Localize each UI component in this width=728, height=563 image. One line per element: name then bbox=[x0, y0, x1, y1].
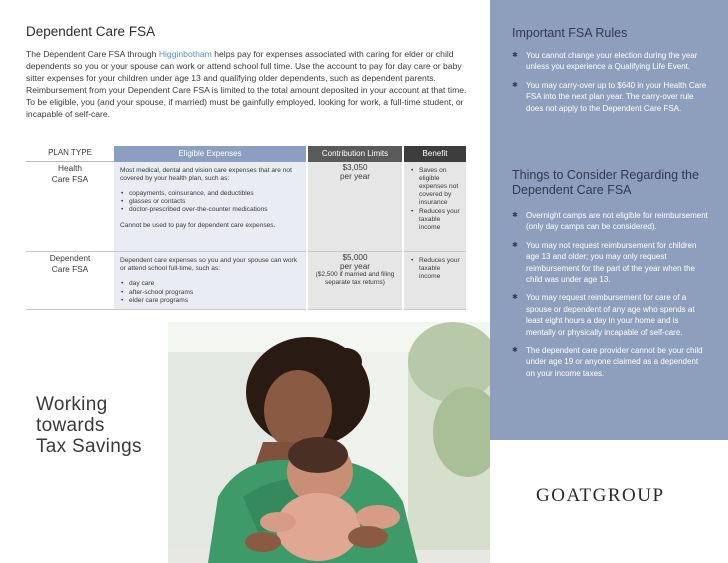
rules-title: Important FSA Rules bbox=[512, 26, 628, 40]
plan-type-cell bbox=[26, 252, 114, 310]
headline bbox=[36, 394, 142, 457]
plan-comparison-table bbox=[26, 146, 466, 310]
contribution-limit-cell bbox=[307, 252, 403, 310]
expenses-list bbox=[120, 280, 300, 305]
plan-type-cell bbox=[26, 162, 114, 252]
table-row-dependent-care-fsa bbox=[26, 252, 466, 310]
headline-line2: towards bbox=[36, 415, 105, 436]
contribution-amount: $3,050 bbox=[342, 162, 368, 172]
benefit-list bbox=[410, 257, 462, 282]
benefit-cell bbox=[403, 252, 466, 310]
list-item: • elder care programs bbox=[129, 297, 300, 305]
list-item: ✱ You may carry-over up to $640 in your Health Care FSA into the next plan year. The carry-over rule does not apply to the Dependent Care FSA. bbox=[512, 80, 708, 114]
contribution-period: per year bbox=[339, 171, 371, 181]
contribution-limit-cell bbox=[307, 162, 403, 252]
higginbotham-link[interactable]: Higginbotham bbox=[158, 49, 212, 59]
intro-paragraph bbox=[26, 48, 476, 121]
eligible-expenses-cell bbox=[114, 162, 307, 252]
plan-name-line1: Dependent bbox=[49, 253, 91, 263]
rules-panel bbox=[490, 0, 728, 440]
list-item: • Reduces your taxable income bbox=[419, 208, 462, 233]
mother-and-baby-photo bbox=[168, 322, 490, 563]
list-item: ✱ Overnight camps are not eligible for reimbursement (only day camps can be considered). bbox=[512, 210, 708, 233]
list-item: • copayments, coinsurance, and deductibles bbox=[129, 190, 300, 198]
expenses-intro: Most medical, dental and vision care expenses that are not covered by your health plan, such as: bbox=[120, 166, 292, 182]
header-eligible-expenses: Eligible Expenses bbox=[114, 146, 307, 162]
list-item: • Saves on eligible expenses not covered by insurance bbox=[419, 167, 462, 208]
list-item: ✱ You may not request reimbursement for children age 13 and older; you may only request reimbursement for the part of the year when the child was under age 13. bbox=[512, 240, 708, 286]
table-row-health-care-fsa bbox=[26, 162, 466, 252]
list-item: ✱ You cannot change your election during the year unless you experience a Qualifying Life Event. bbox=[512, 50, 708, 73]
brand-logo: GOATGROUP bbox=[536, 485, 665, 506]
benefit-cell bbox=[403, 162, 466, 252]
list-item: • day care bbox=[129, 280, 300, 288]
header-plan-type: PLAN TYPE bbox=[26, 146, 114, 162]
expenses-intro: Dependent care expenses so you and your spouse can work or attend school full-time, such as: bbox=[120, 257, 298, 273]
benefit-list bbox=[410, 167, 462, 233]
plan-name-line2: Care FSA bbox=[51, 174, 89, 184]
intro-text-rest: helps pay for expenses associated with caring for elder or child dependents so you or your spouse can work or attend school full time. Use the account to pay for day care or baby sitter expenses for your children under age 13 and qualifying older dependents, such as dependent parents. Reimbursement from your Dependent Care FSA is limited to the total amount deposited in your account at that time. To be eligible, you (and your spouse, if married) must be gainfully employed, looking for work, a full-time student, or incapable of self-care. bbox=[26, 49, 467, 120]
headline-line1: Working bbox=[36, 394, 108, 415]
intro-text-start: The Dependent Care FSA through bbox=[26, 49, 159, 59]
plan-name-line1: Health bbox=[58, 163, 82, 173]
page-title: Dependent Care FSA bbox=[26, 24, 156, 39]
contribution-note: ($2,500 if married and filing separate tax returns) bbox=[315, 271, 395, 286]
list-item: • Reduces your taxable income bbox=[419, 257, 462, 282]
list-item: • doctor-prescribed over-the-counter medications bbox=[129, 206, 300, 214]
rules-list bbox=[512, 50, 708, 121]
plan-name-line2: Care FSA bbox=[51, 264, 89, 274]
expenses-list bbox=[120, 190, 300, 215]
header-contribution-limits: Contribution Limits bbox=[307, 146, 403, 162]
eligible-expenses-cell bbox=[114, 252, 307, 310]
expenses-note: Cannot be used to pay for dependent care expenses. bbox=[120, 221, 276, 229]
table-header-row bbox=[26, 146, 466, 162]
contribution-amount: $5,000 bbox=[342, 253, 368, 262]
contribution-period: per year bbox=[339, 262, 371, 271]
list-item: • after-school programs bbox=[129, 289, 300, 297]
list-item: ✱ You may request reimbursement for care of a spouse or dependent of any age who spends at least eight hours a day in your home and is mentally or physically incapable of self-care. bbox=[512, 292, 708, 338]
header-benefit: Benefit bbox=[403, 146, 466, 162]
consider-title: Things to Consider Regarding the Dependent Care FSA bbox=[512, 168, 699, 197]
consider-list bbox=[512, 210, 708, 386]
headline-line3: Tax Savings bbox=[36, 436, 142, 457]
list-item: ✱ The dependent care provider cannot be your child under age 19 or anyone claimed as a dependent on your income taxes. bbox=[512, 345, 708, 379]
list-item: • glasses or contacts bbox=[129, 198, 300, 206]
